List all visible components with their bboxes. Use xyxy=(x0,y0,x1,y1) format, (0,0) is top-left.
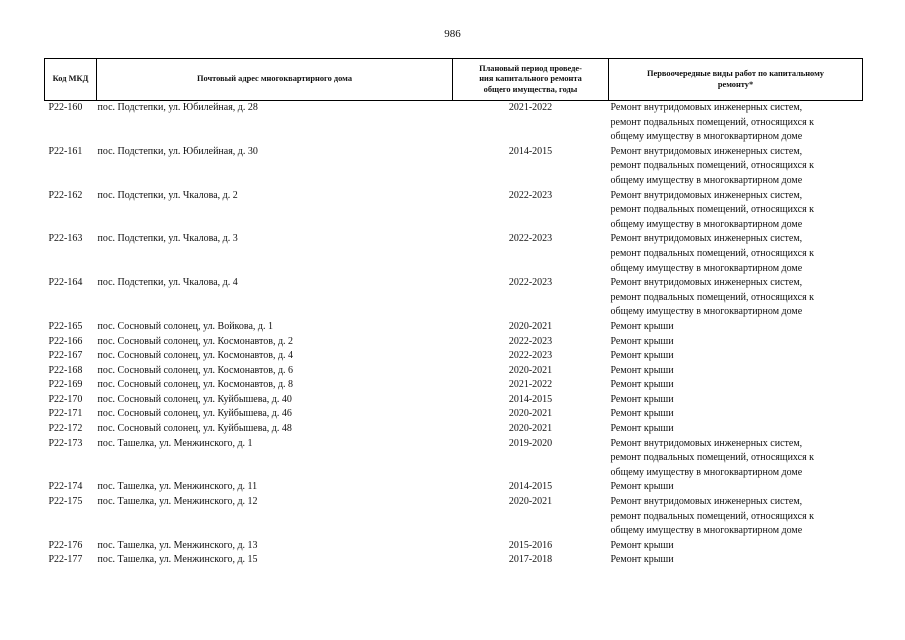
row-works xyxy=(609,539,863,554)
row-works xyxy=(609,495,863,539)
row-code: Р22-175 xyxy=(48,496,83,508)
row-works-line: Ремонт внутридомовых инженерных систем, xyxy=(610,233,803,245)
row-works-line: Ремонт крыши xyxy=(610,320,674,332)
row-works xyxy=(609,276,863,320)
row-period: 2020-2021 xyxy=(508,408,553,420)
row-works-line: ремонт подвальных помещений, относящихся к xyxy=(610,291,815,303)
row-address: пос. Подстепки, ул. Юбилейная, д. 28 xyxy=(97,102,258,113)
row-address: пос. Сосновый солонец, ул. Куйбышева, д. 48 xyxy=(97,423,292,435)
table-row xyxy=(45,364,863,379)
row-works-line: Ремонт внутридомовых инженерных систем, xyxy=(610,145,803,157)
row-address: пос. Сосновый солонец, ул. Войкова, д. 1 xyxy=(97,320,274,332)
header-works-line: ремонту* xyxy=(717,79,754,89)
row-address: пос. Сосновый солонец, ул. Космонавтов, д. 4 xyxy=(97,350,294,362)
header-period-line: общего имущества, годы xyxy=(483,84,578,94)
table-row xyxy=(45,407,863,422)
row-code: Р22-162 xyxy=(48,189,83,201)
row-code: Р22-171 xyxy=(48,408,83,420)
row-works xyxy=(609,378,863,393)
row-works-line: общему имуществу в многоквартирном доме xyxy=(610,262,803,274)
row-address: пос. Подстепки, ул. Чкалова, д. 2 xyxy=(97,189,238,201)
row-address: пос. Сосновый солонец, ул. Космонавтов, д. 8 xyxy=(97,379,294,391)
row-works xyxy=(609,480,863,495)
table-row xyxy=(45,422,863,437)
row-works xyxy=(609,422,863,437)
row-works-line: Ремонт крыши xyxy=(610,423,674,435)
row-works-line: общему имуществу в многоквартирном доме xyxy=(610,525,803,537)
header-code: Код МКД xyxy=(45,59,97,101)
row-works-line: Ремонт крыши xyxy=(610,364,674,376)
row-code: Р22-173 xyxy=(48,437,83,449)
row-code: Р22-176 xyxy=(48,539,83,551)
row-works xyxy=(609,189,863,233)
row-period: 2014-2015 xyxy=(508,393,553,405)
row-works-line: ремонт подвальных помещений, относящихся к xyxy=(610,510,815,522)
row-works-line: Ремонт крыши xyxy=(610,393,674,405)
row-works xyxy=(609,364,863,379)
row-period: 2019-2020 xyxy=(508,437,553,449)
row-code: Р22-177 xyxy=(48,554,83,566)
row-works-line: ремонт подвальных помещений, относящихся к xyxy=(610,160,815,172)
row-code: Р22-165 xyxy=(48,320,83,332)
table-row xyxy=(45,480,863,495)
row-period: 2020-2021 xyxy=(508,423,553,435)
table-body xyxy=(45,101,863,569)
row-code: Р22-161 xyxy=(48,145,83,157)
row-period: 2022-2023 xyxy=(508,189,553,201)
row-works-line: Ремонт внутридомовых инженерных систем, xyxy=(610,496,803,508)
row-works-line: общему имуществу в многоквартирном доме xyxy=(610,218,803,230)
page-number: 986 xyxy=(444,28,461,40)
row-period: 2020-2021 xyxy=(508,364,553,376)
header-works-line: Первоочередные виды работ по капитальному xyxy=(647,69,824,78)
header-period-line: Плановый период проведе- xyxy=(479,63,582,73)
row-works xyxy=(609,393,863,408)
table-row xyxy=(45,335,863,350)
row-works-line: Ремонт внутридомовых инженерных систем, xyxy=(610,437,803,449)
row-address: пос. Сосновый солонец, ул. Космонавтов, д. 2 xyxy=(97,335,294,347)
row-works-line: общему имуществу в многоквартирном доме xyxy=(610,466,803,478)
row-period: 2020-2021 xyxy=(508,496,553,508)
row-period: 2021-2022 xyxy=(508,102,553,113)
row-works xyxy=(609,349,863,364)
table-row xyxy=(45,393,863,408)
row-period: 2017-2018 xyxy=(508,554,553,566)
row-code: Р22-167 xyxy=(48,350,83,362)
row-works-line: Ремонт крыши xyxy=(610,481,674,493)
row-period: 2014-2015 xyxy=(508,481,553,493)
row-code: Р22-166 xyxy=(48,335,83,347)
capital-repair-table xyxy=(44,58,863,568)
row-period: 2022-2023 xyxy=(508,233,553,245)
row-address: пос. Ташелка, ул. Менжинского, д. 11 xyxy=(97,481,258,493)
row-works-line: Ремонт внутридомовых инженерных систем, xyxy=(610,189,803,201)
row-works-line: Ремонт внутридомовых инженерных систем, xyxy=(610,102,803,113)
header-period xyxy=(453,59,609,101)
header-address: Почтовый адрес многоквартирного дома xyxy=(97,59,453,101)
row-address: пос. Сосновый солонец, ул. Куйбышева, д. 40 xyxy=(97,393,292,405)
row-period: 2014-2015 xyxy=(508,145,553,157)
row-period: 2022-2023 xyxy=(508,335,553,347)
row-works-line: ремонт подвальных помещений, относящихся к xyxy=(610,116,815,128)
row-period: 2020-2021 xyxy=(508,320,553,332)
row-works-line: ремонт подвальных помещений, относящихся к xyxy=(610,247,815,259)
row-code: Р22-164 xyxy=(48,277,83,289)
row-code: Р22-172 xyxy=(48,423,83,435)
row-address: пос. Ташелка, ул. Менжинского, д. 13 xyxy=(97,539,258,551)
table-row xyxy=(45,539,863,554)
header-period-line: ния капитального ремонта xyxy=(479,74,582,84)
row-code: Р22-168 xyxy=(48,364,83,376)
row-works-line: ремонт подвальных помещений, относящихся к xyxy=(610,204,815,216)
table-row xyxy=(45,553,863,568)
table-row xyxy=(45,495,863,539)
row-address: пос. Сосновый солонец, ул. Куйбышева, д. 46 xyxy=(97,408,292,420)
row-works xyxy=(609,553,863,568)
row-works xyxy=(609,232,863,276)
table-row xyxy=(45,101,863,145)
table-row xyxy=(45,189,863,233)
table-row xyxy=(45,349,863,364)
row-address: пос. Подстепки, ул. Чкалова, д. 3 xyxy=(97,233,238,245)
row-code: Р22-160 xyxy=(48,102,83,113)
row-address: пос. Подстепки, ул. Чкалова, д. 4 xyxy=(97,277,238,289)
row-works xyxy=(609,407,863,422)
row-works-line: общему имуществу в многоквартирном доме xyxy=(610,306,803,318)
row-address: пос. Ташелка, ул. Менжинского, д. 12 xyxy=(97,496,258,508)
table-row xyxy=(45,437,863,481)
table-header-row xyxy=(45,59,863,101)
row-code: Р22-170 xyxy=(48,393,83,405)
row-works xyxy=(609,145,863,189)
row-works xyxy=(609,101,863,145)
row-code: Р22-163 xyxy=(48,233,83,245)
row-works-line: Ремонт крыши xyxy=(610,539,674,551)
table-row xyxy=(45,232,863,276)
table-row xyxy=(45,378,863,393)
row-address: пос. Подстепки, ул. Юбилейная, д. 30 xyxy=(97,145,258,157)
row-code: Р22-169 xyxy=(48,379,83,391)
row-works-line: общему имуществу в многоквартирном доме xyxy=(610,131,803,143)
row-works-line: ремонт подвальных помещений, относящихся к xyxy=(610,452,815,464)
row-period: 2021-2022 xyxy=(508,379,553,391)
row-works-line: Ремонт крыши xyxy=(610,554,674,566)
row-works-line: общему имуществу в многоквартирном доме xyxy=(610,174,803,186)
row-works-line: Ремонт крыши xyxy=(610,408,674,420)
header-works xyxy=(609,59,863,101)
row-period: 2015-2016 xyxy=(508,539,553,551)
row-address: пос. Ташелка, ул. Менжинского, д. 1 xyxy=(97,437,253,449)
row-works-line: Ремонт крыши xyxy=(610,350,674,362)
row-works-line: Ремонт крыши xyxy=(610,379,674,391)
table-row xyxy=(45,320,863,335)
row-works-line: Ремонт крыши xyxy=(610,335,674,347)
table-row xyxy=(45,145,863,189)
row-works xyxy=(609,437,863,481)
row-works xyxy=(609,320,863,335)
row-works-line: Ремонт внутридомовых инженерных систем, xyxy=(610,277,803,289)
row-address: пос. Сосновый солонец, ул. Космонавтов, д. 6 xyxy=(97,364,294,376)
row-period: 2022-2023 xyxy=(508,350,553,362)
row-code: Р22-174 xyxy=(48,481,83,493)
table-row xyxy=(45,276,863,320)
row-period: 2022-2023 xyxy=(508,277,553,289)
row-address: пос. Ташелка, ул. Менжинского, д. 15 xyxy=(97,554,258,566)
row-works xyxy=(609,335,863,350)
